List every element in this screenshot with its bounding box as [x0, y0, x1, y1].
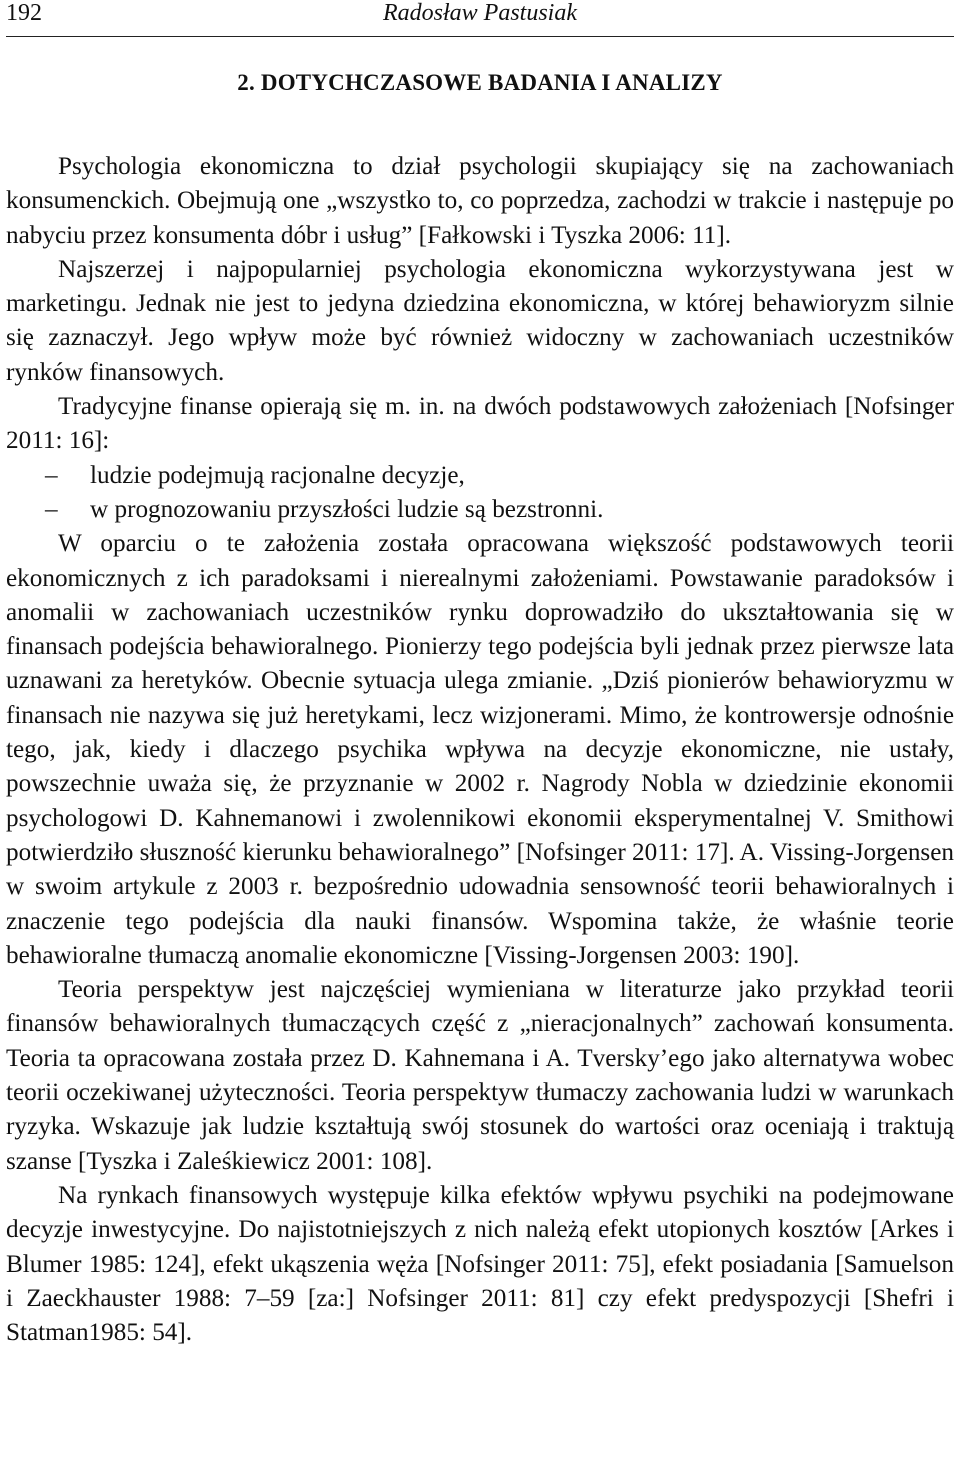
list-dash-marker: –	[45, 495, 58, 523]
page-number: 192	[6, 0, 42, 26]
paragraph: Teoria perspektyw jest najczęściej wymieniana w literaturze jako przykład teorii finansów behawioralnych tłumaczących część z „nieracjonalnych” zachowań konsumenta. Teoria ta opracowana została przez D. Kahnemana i A. Tversky’ego jako alternatywa wobec teorii oczekiwanej użyteczności. Teoria perspektyw tłumaczy zachowania ludzi w warunkach ryzyka. Wskazuje jak ludzie kształtują swój stosunek do wartości oraz oceniają i traktują szanse [Tyszka i Zaleśkiewicz 2001: 108].	[6, 976, 954, 1175]
section-heading: 2. DOTYCHCZASOWE BADANIA I ANALIZY	[237, 70, 723, 95]
list-item-text: w prognozowaniu przyszłości ludzie są bezstronni.	[90, 495, 604, 523]
running-header-author: Radosław Pastusiak	[382, 0, 577, 26]
paragraph: Tradycyjne finanse opierają się m. in. na dwóch podstawowych założeniach [Nofsinger 2011: 16]:	[6, 393, 954, 455]
paragraph: W oparciu o te założenia została opracowana większość podstawowych teorii ekonomicznych z ich paradoksami i nierealnymi założeniami. Powstawanie paradoksów i anomalii w zachowaniach uczestników rynku doprowadziło do ukształtowania się w finansach podejścia behawioralnego. Pionierzy tego podejścia byli jednak przez pierwsze lata uznawani za heretyków. Obecnie sytuacja ulega zmianie. „Dziś pionierów behawioryzmu w finansach nie nazywa się już heretykami, lecz wizjonerami. Mimo, że kontrowersje odnośnie tego, jak, kiedy i dlaczego psychika wpływa na decyzje ekonomiczne, nie ustały, powszechnie uważa się, że przyznanie w 2002 r. Nagrody Nobla w dziedzinie ekonomii psychologowi D. Kahnemanowi i zwolennikowi ekonomii eksperymentalnej V. Smithowi potwierdziło słuszność kierunku behawioralnego” [Nofsinger 2011: 17]. A. Vissing-Jorgensen w swoim artykule z 2003 r. bezpośrednio udowadnia sensowność teorii behawioralnych i znaczenie tego podejścia dla nauki finansów. Wspomina także, że właśnie teorie behawioralne tłumaczą anomalie ekonomiczne [Vissing-Jorgensen 2003: 190].	[6, 530, 954, 969]
list-item	[45, 459, 954, 493]
running-header	[6, 0, 954, 37]
paragraph: Najszerzej i najpopularniej psychologia ekonomiczna wykorzystywana jest w marketingu. Jednak nie jest to jedyna dziedzina ekonomiczna, w której behawioryzm silnie się zaznaczył. Jego wpływ może być również widoczny w zachowaniach uczestników rynków finansowych.	[6, 255, 954, 386]
paragraph: Na rynkach finansowych występuje kilka efektów wpływu psychiki na podejmowane decyzje inwestycyjne. Do najistotniejszych z nich należą efekt utopionych kosztów [Arkes i Blumer 1985: 124], efekt ukąszenia węża [Nofsinger 2011: 75], efekt posiadania [Samuelson i Zaeckhauster 1988: 7–59 [za:] Nofsinger 2011: 81] czy efekt predyspozycji [Shefri i Statman1985: 54].	[6, 1181, 954, 1347]
body-text	[6, 150, 954, 1350]
assumption-list	[6, 459, 954, 528]
list-item-text: ludzie podejmują racjonalne decyzje,	[90, 461, 465, 489]
paragraph: Psychologia ekonomiczna to dział psychologii skupiający się na zachowaniach konsumenckich. Obejmują one „wszystko to, co poprzedza, zachodzi w trakcie i następuje po nabyciu przez konsumenta dóbr i usług” [Fałkowski i Tyszka 2006: 11].	[6, 153, 954, 249]
list-item	[45, 493, 954, 527]
list-dash-marker: –	[45, 461, 58, 489]
